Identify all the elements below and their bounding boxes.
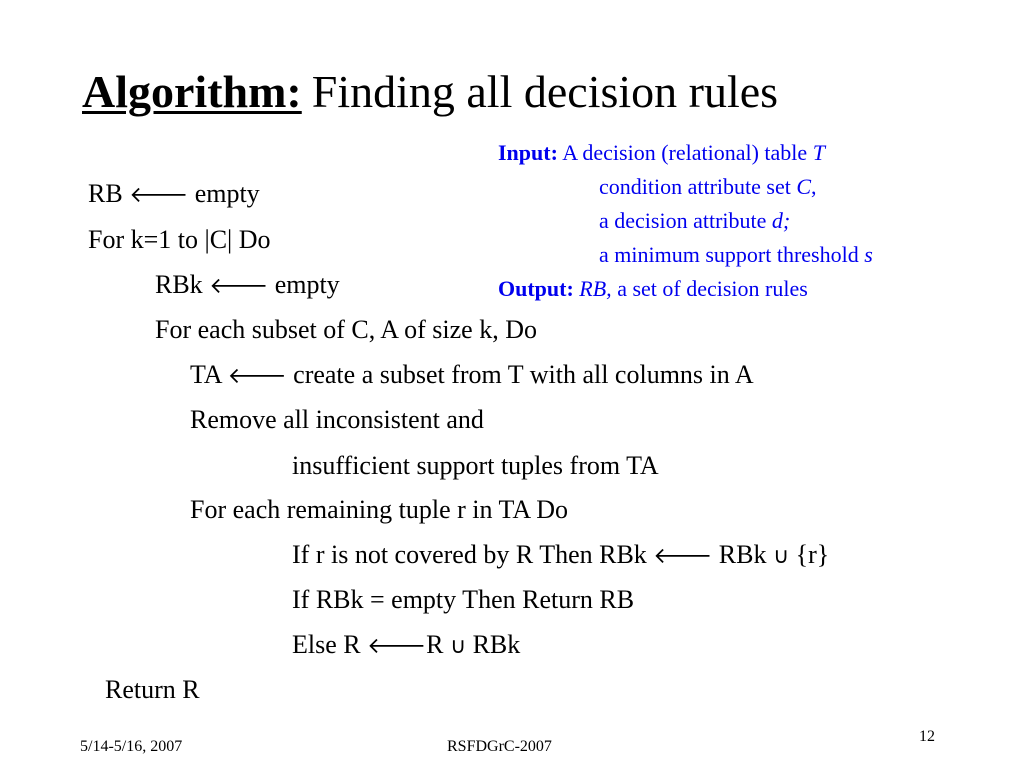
algo-line-3 [155, 269, 340, 303]
algo-text: {r} [795, 540, 830, 569]
footer-conference: RSFDGrC-2007 [447, 738, 552, 755]
footer-date: 5/14-5/16, 2007 [80, 738, 183, 755]
union-icon: ∪ [449, 634, 467, 659]
algo-text: create a subset from T with all columns in A [293, 360, 754, 389]
algo-line-8: For each remaining tuple r in TA Do [190, 495, 568, 524]
output-label: Output: [498, 276, 574, 301]
title-rest: Finding all decision rules [311, 66, 779, 117]
algo-line-12: Return R [105, 675, 200, 704]
algo-line-4: For each subset of C, A of size k, Do [155, 315, 538, 344]
algo-line-5 [190, 359, 754, 393]
output-var: RB, [579, 276, 612, 301]
algo-text: If r is not covered by R Then RBk [292, 540, 647, 569]
decision-line [498, 204, 873, 238]
input-var: T [812, 140, 825, 165]
algo-text: empty [274, 270, 340, 299]
algo-line-7: insufficient support tuples from TA [292, 451, 659, 480]
min-support-text: a minimum support threshold [599, 242, 859, 267]
algo-text: RBk [718, 540, 767, 569]
input-text: A decision (relational) table [562, 140, 808, 165]
algo-text: RBk [472, 630, 521, 659]
input-line [498, 136, 873, 170]
left-arrow-icon: 🡐 [227, 364, 287, 389]
algo-line-11 [292, 629, 520, 663]
condition-line [498, 170, 873, 204]
condition-text: condition attribute set [599, 174, 791, 199]
algo-line-9 [292, 539, 829, 573]
algo-text: TA [190, 360, 222, 389]
page-number: 12 [919, 728, 935, 745]
decision-text: a decision attribute [599, 208, 767, 233]
condition-suffix: , [811, 174, 817, 199]
min-support-line [498, 238, 873, 272]
algo-line-1 [88, 178, 260, 212]
left-arrow-icon: 🡐 [367, 634, 427, 659]
algo-text: RBk [155, 270, 203, 299]
left-arrow-icon: 🡐 [653, 544, 713, 569]
algo-line-6: Remove all inconsistent and [190, 405, 484, 434]
output-line [498, 272, 873, 306]
output-text: a set of decision rules [617, 276, 808, 301]
left-arrow-icon: 🡐 [209, 274, 269, 299]
left-arrow-icon: 🡐 [129, 183, 189, 208]
input-output-box [498, 136, 873, 306]
algo-line-2: For k=1 to |C| Do [88, 225, 271, 254]
algo-text: Else R [292, 630, 361, 659]
algo-text: R [426, 630, 444, 659]
algo-text: RB [88, 179, 123, 208]
min-support-var: s [864, 242, 873, 267]
algo-line-10: If RBk = empty Then Return RB [292, 585, 635, 614]
slide-title [82, 62, 778, 122]
condition-var: C [796, 174, 812, 199]
algo-text: empty [194, 179, 260, 208]
decision-var: d; [771, 208, 791, 233]
union-icon: ∪ [772, 544, 790, 569]
input-label: Input: [498, 140, 558, 165]
title-bold: Algorithm: [82, 66, 302, 117]
